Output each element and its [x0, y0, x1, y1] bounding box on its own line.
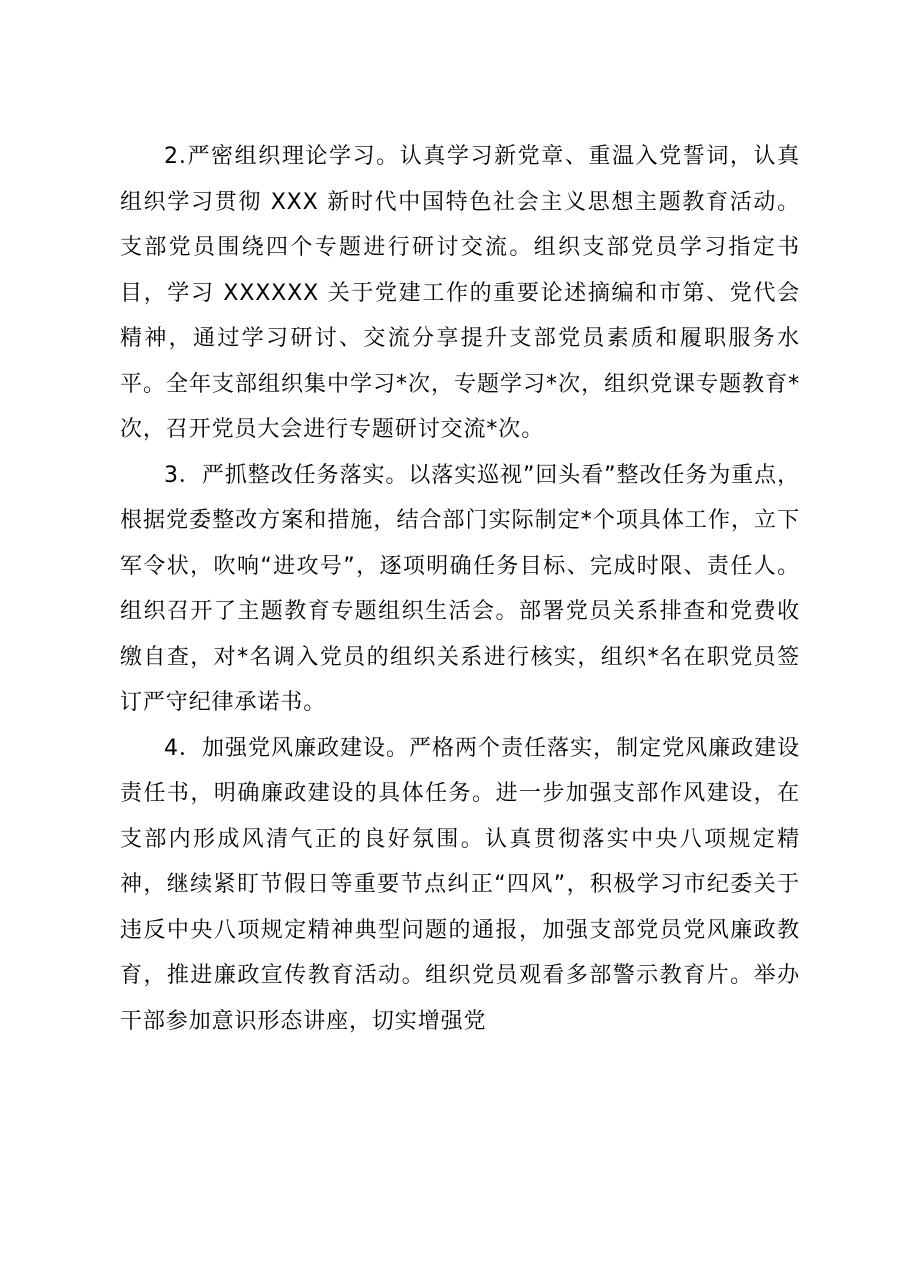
paragraph-integrity-building: 4．加强党风廉政建设。严格两个责任落实，制定党风廉政建设责任书，明确廉政建设的具体任务。进一步加强支部作风建设，在支部内形成风清气正的良好氛围。认真贯彻落实中央八项规定精神，继续紧盯节假日等重要节点纠正“四风”，积极学习市纪委关于违反中央八项规定精神典型问题的通报，加强支部党员党风廉政教育，推进廉政宣传教育活动。组织党员观看多部警示教育片。举办干部参加意识形态讲座，切实增强党: [120, 735, 800, 1034]
paragraph-rectification-tasks: 3．严抓整改任务落实。以落实巡视”回头看”整改任务为重点，根据党委整改方案和措施，结合部门实际制定*个项具体工作，立下军令状，吹响“进攻号”，逐项明确任务目标、完成时限、责任人。组织召开了主题教育专题组织生活会。部署党员关系排查和党费收缴自查，对*名调入党员的组织关系进行核实，组织*名在职党员签订严守纪律承诺书。: [120, 462, 800, 715]
document-body: [120, 134, 800, 1044]
paragraph-theory-study: 2.严密组织理论学习。认真学习新党章、重温入党誓词，认真组织学习贯彻 XXX 新时代中国特色社会主义思想主题教育活动。支部党员围绕四个专题进行研讨交流。组织支部党员学习指定书目，学习 XXXXXX 关于党建工作的重要论述摘编和市第、党代会精神，通过学习研讨、交流分享提升支部党员素质和履职服务水平。全年支部组织集中学习*次，专题学习*次，组织党课专题教育*次，召开党员大会进行专题研讨交流*次。: [120, 144, 800, 442]
